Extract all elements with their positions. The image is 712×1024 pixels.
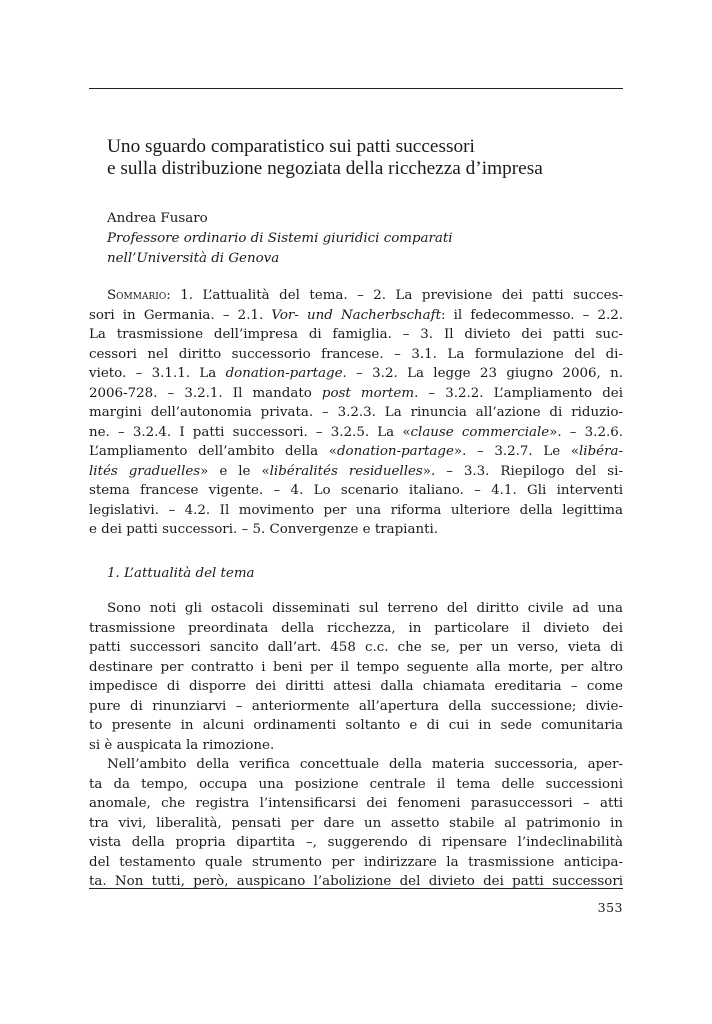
summary-text: vieto. – 3.1.1. La bbox=[89, 366, 226, 381]
body-line: Sono noti gli ostacoli disseminati sul terreno del diritto civile ad una bbox=[107, 601, 623, 616]
summary-text: ». – 3.3. Riepilogo del si- bbox=[422, 463, 623, 479]
body-line: Nell’ambito della verifica concettuale della materia successoria, aper- bbox=[107, 757, 623, 772]
section-heading: 1. L’attualità del tema bbox=[107, 566, 255, 581]
author-role-line-1: Professore ordinario di Sistemi giuridici comparati bbox=[107, 231, 453, 246]
top-rule bbox=[89, 88, 623, 89]
body-text bbox=[89, 599, 623, 892]
body-line: ta da tempo, occupa una posizione centrale il tema delle successioni bbox=[89, 776, 623, 792]
summary-text: L’ampliamento dell’ambito della « bbox=[89, 444, 337, 459]
summary-text: : 1. L’attualità del tema. – 2. La previsione dei patti succes- bbox=[166, 288, 623, 303]
summary-text: ». – 3.2.7. Le « bbox=[453, 444, 580, 459]
bottom-rule bbox=[89, 888, 623, 889]
body-line: si è auspicata la rimozione. bbox=[89, 737, 275, 753]
body-line: impedisce di disporre dei diritti attesi dalla chiamata ereditaria – come bbox=[89, 679, 623, 694]
body-line: trasmissione preordinata della ricchezza, in particolare il divieto dei bbox=[89, 620, 623, 636]
summary-line bbox=[89, 286, 623, 306]
summary-label: Sommario bbox=[107, 288, 167, 303]
summary-text: ». – 3.2.6. bbox=[549, 424, 623, 440]
summary-italic: lités graduelles bbox=[89, 463, 201, 479]
summary-line bbox=[89, 364, 623, 384]
summary-line: e dei patti successori. – 5. Convergenze e trapianti. bbox=[89, 522, 438, 537]
body-line: pure di rinunziarvi – anteriormente all’apertura della successione; divie- bbox=[89, 698, 623, 714]
body-line: destinare per contratto i beni per il tempo seguente alla morte, per altro bbox=[89, 659, 623, 675]
summary-italic: libéra- bbox=[579, 444, 623, 459]
summary-italic: donation-partage bbox=[336, 444, 454, 459]
body-line: vista della propria dipartita –, suggerendo di ripensare l’indeclinabilità bbox=[89, 835, 623, 850]
summary-text: » e le « bbox=[200, 463, 270, 479]
summary-italic: Vor- und Nacherbschaft bbox=[271, 307, 441, 323]
summary-line bbox=[89, 306, 623, 326]
summary-line bbox=[89, 384, 623, 404]
summary-line: cessori nel diritto successorio francese. – 3.1. La formulazione del di- bbox=[89, 346, 623, 362]
page-number: 353 bbox=[597, 900, 623, 915]
summary-italic: libéralités residuelles bbox=[269, 463, 423, 479]
author-name: Andrea Fusaro bbox=[107, 211, 208, 226]
author-block bbox=[107, 209, 587, 269]
article-title bbox=[107, 136, 627, 180]
summary-line: La trasmissione dell’impresa di famiglia. – 3. Il divieto dei patti suc- bbox=[89, 327, 623, 342]
title-line-2: e sulla distribuzione negoziata della ricchezza d’impresa bbox=[107, 158, 543, 179]
summary-line: legislativi. – 4.2. Il movimento per una riforma ulteriore della legittima bbox=[89, 502, 623, 518]
summary-text: : il fedecommesso. – 2.2. bbox=[440, 307, 623, 323]
summary-italic: clause commerciale bbox=[410, 424, 550, 440]
summary-line bbox=[89, 442, 623, 462]
summary bbox=[89, 286, 623, 540]
body-line: tra vivi, liberalità, pensati per dare un assetto stabile al patrimonio in bbox=[89, 815, 623, 831]
summary-line: margini dell’autonomia privata. – 3.2.3. La rinuncia all’azione di riduzio- bbox=[89, 405, 623, 420]
body-line: anomale, che registra l’intensificarsi dei fenomeni parasuccessori – atti bbox=[89, 796, 623, 811]
body-line: ta. Non tutti, però, auspicano l’abolizione del divieto dei patti successori bbox=[89, 874, 623, 889]
summary-line: stema francese vigente. – 4. Lo scenario italiano. – 4.1. Gli interventi bbox=[89, 483, 623, 498]
summary-line bbox=[89, 423, 623, 443]
summary-italic: post mortem bbox=[321, 385, 415, 401]
summary-line bbox=[89, 462, 623, 482]
summary-text: ne. – 3.2.4. I patti successori. – 3.2.5. La « bbox=[89, 424, 411, 440]
summary-text: sori in Germania. – 2.1. bbox=[89, 307, 272, 323]
title-line-1: Uno sguardo comparatistico sui patti successori bbox=[107, 136, 475, 157]
summary-text: . – 3.2. La legge 23 giugno 2006, n. bbox=[342, 366, 623, 381]
body-line: patti successori sancito dall’art. 458 c.c. che se, per un verso, vieta di bbox=[89, 640, 623, 655]
summary-text: 2006-728. – 3.2.1. Il mandato bbox=[89, 385, 322, 401]
summary-text: . – 3.2.2. L’ampliamento dei bbox=[414, 385, 623, 401]
body-line: to presente in alcuni ordinamenti soltanto e di cui in sede comunitaria bbox=[89, 718, 623, 733]
summary-italic: donation-partage bbox=[225, 366, 343, 381]
author-role-line-2: nell’Università di Genova bbox=[107, 251, 280, 266]
body-line: del testamento quale strumento per indirizzare la trasmissione anticipa- bbox=[89, 854, 623, 870]
